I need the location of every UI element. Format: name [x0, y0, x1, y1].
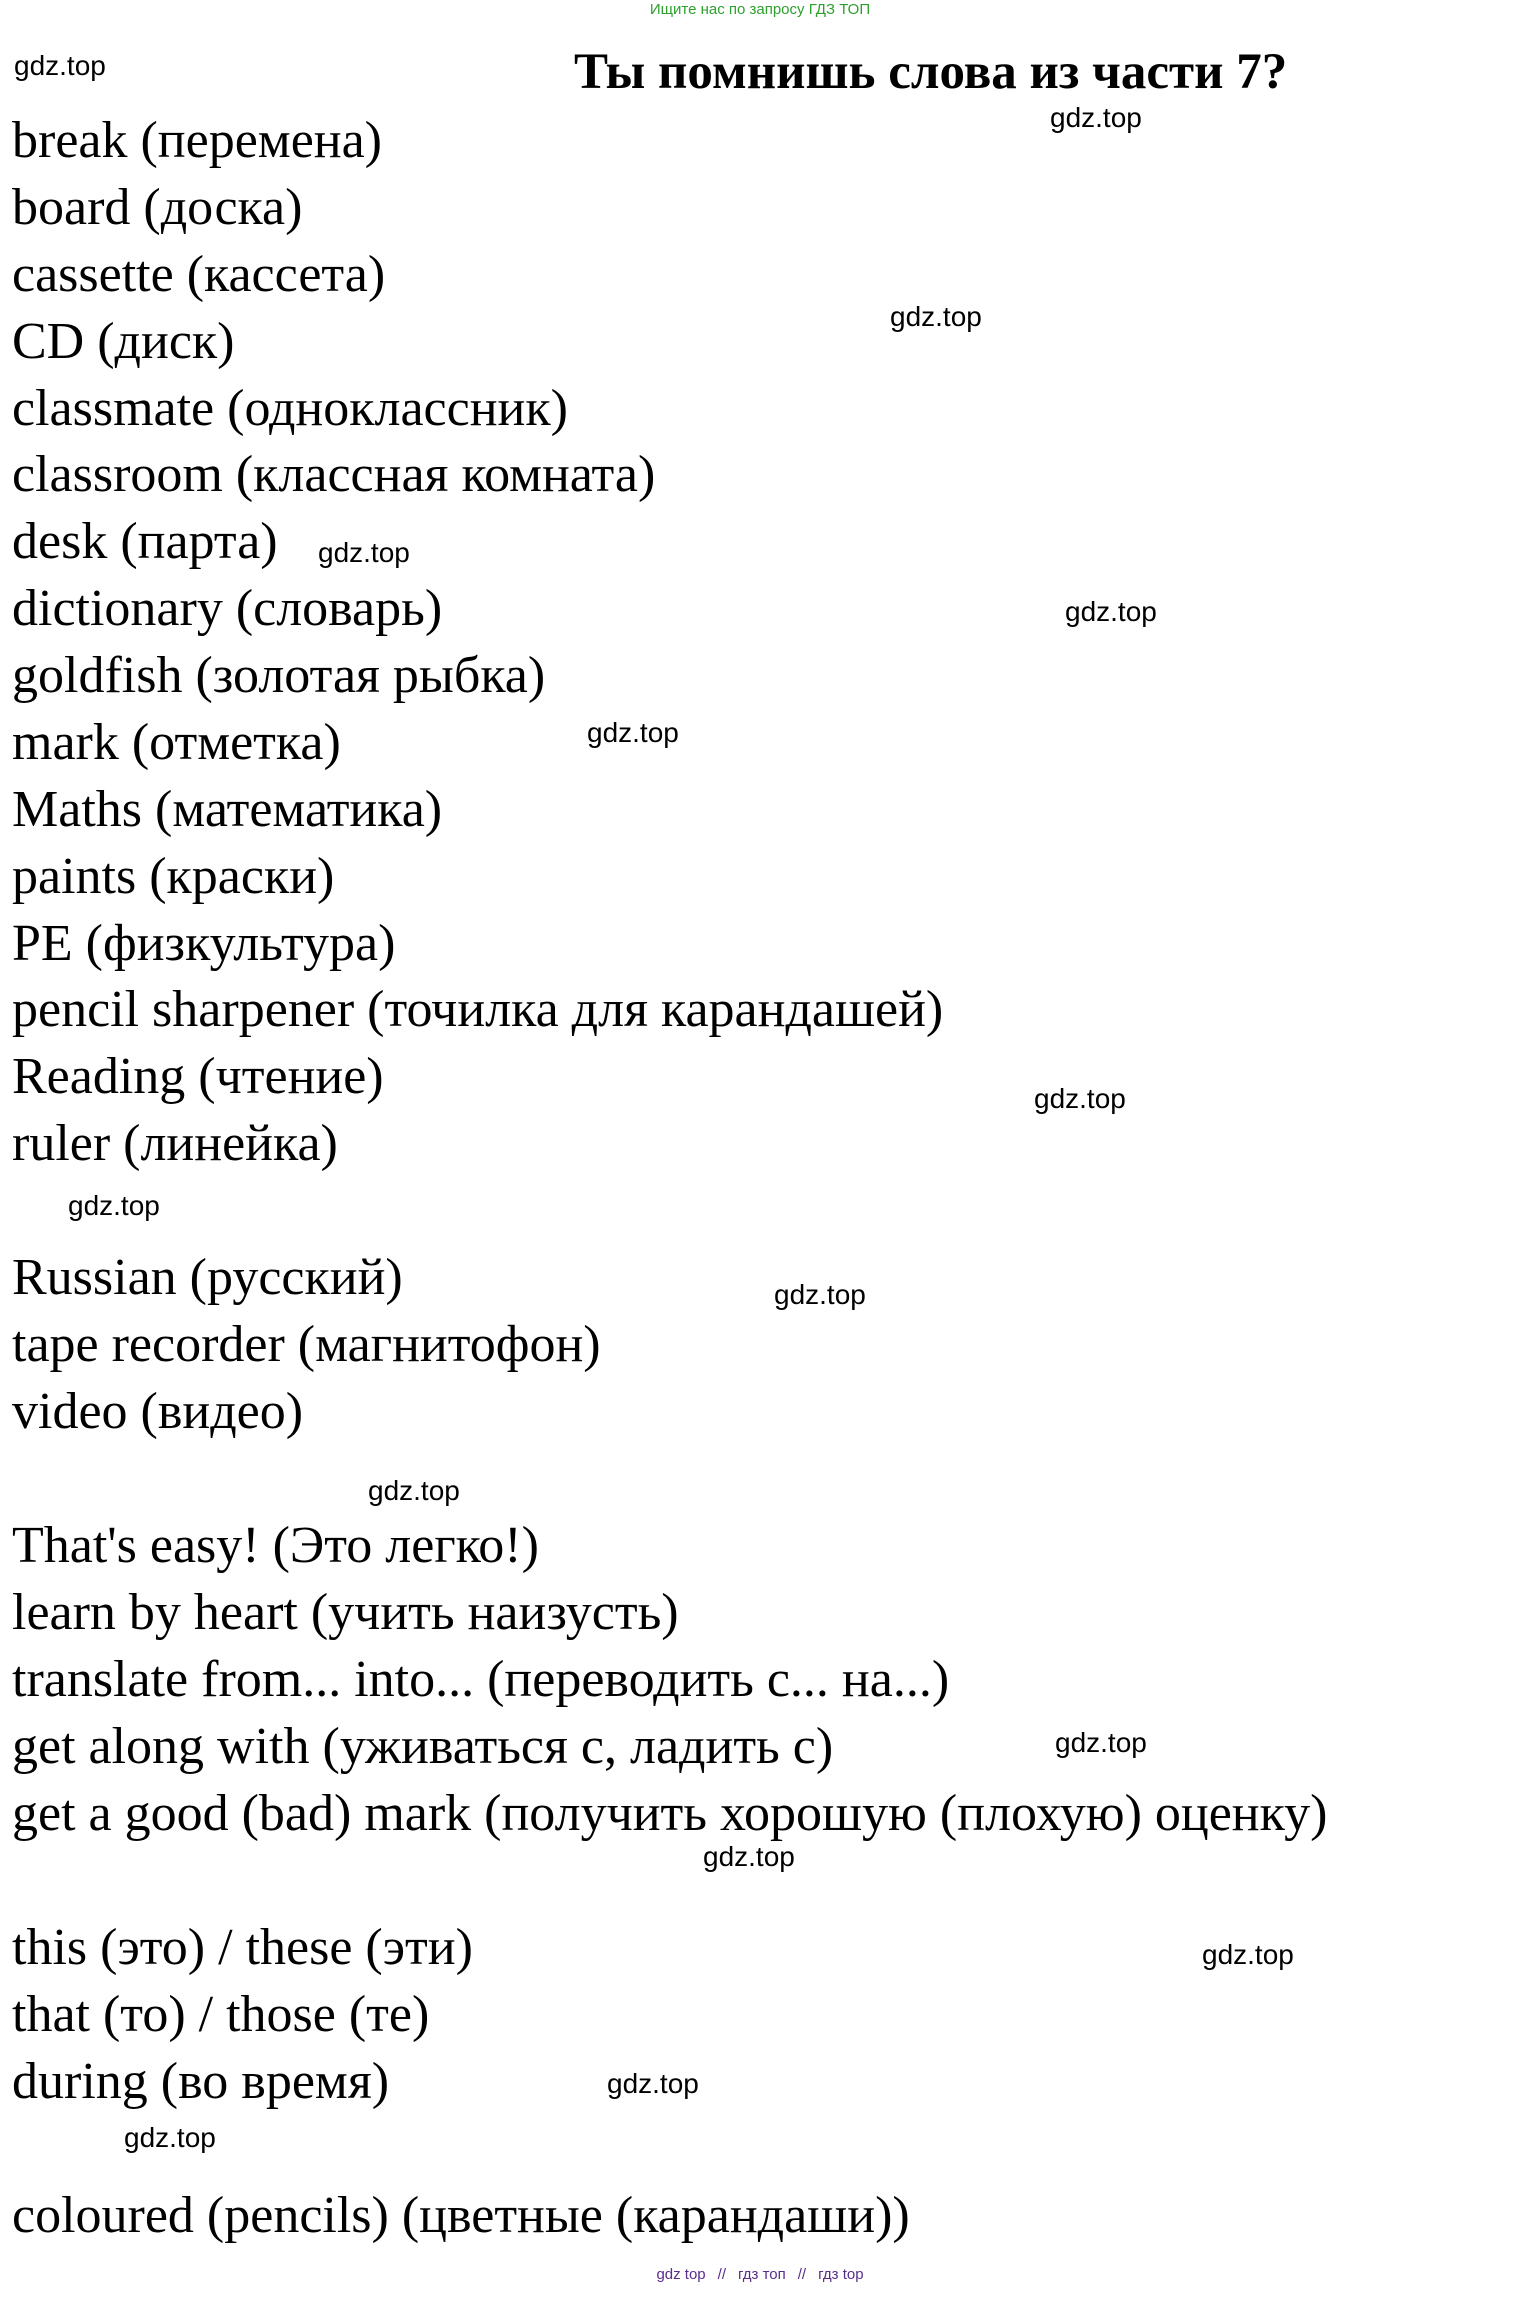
- vocab-item: Reading (чтение): [12, 1048, 384, 1105]
- vocab-item: coloured (pencils) (цветные (карандаши)): [12, 2187, 910, 2244]
- watermark: gdz.top: [124, 2122, 216, 2153]
- vocab-item: classmate (одноклассник): [12, 380, 568, 437]
- vocab-item: this (это) / these (эти): [12, 1919, 473, 1976]
- watermark: gdz.top: [1050, 102, 1142, 133]
- vocab-item: paints (краски): [12, 848, 335, 905]
- vocab-item: translate from... into... (переводить с... на...): [12, 1651, 950, 1708]
- watermark: gdz.top: [68, 1190, 160, 1221]
- page-title: Ты помнишь слова из части 7?: [574, 44, 1288, 100]
- watermark: gdz.top: [368, 1475, 460, 1506]
- vocab-item: during (во время): [12, 2053, 390, 2110]
- watermark: gdz.top: [587, 717, 679, 748]
- vocab-item: that (то) / those (те): [12, 1986, 430, 2043]
- watermark: gdz.top: [890, 301, 982, 332]
- vocab-item: get along with (уживаться с, ладить с): [12, 1718, 834, 1775]
- vocab-item: dictionary (словарь): [12, 580, 443, 637]
- watermark: gdz.top: [703, 1841, 795, 1872]
- vocab-item: desk (парта): [12, 513, 278, 570]
- vocab-item: pencil sharpener (точилка для карандашей): [12, 981, 944, 1038]
- vocab-item: ruler (линейка): [12, 1115, 338, 1172]
- vocab-item: board (доска): [12, 179, 303, 236]
- vocab-item: classroom (классная комната): [12, 446, 656, 503]
- vocab-item: Maths (математика): [12, 781, 443, 838]
- footer-separator: //: [797, 2266, 807, 2283]
- watermark: gdz.top: [1034, 1083, 1126, 1114]
- watermark: gdz.top: [1065, 596, 1157, 627]
- vocab-item: cassette (кассета): [12, 246, 386, 303]
- watermark: gdz.top: [318, 537, 410, 568]
- vocab-item: break (перемена): [12, 112, 382, 169]
- watermark: gdz.top: [607, 2068, 699, 2099]
- vocab-item: video (видео): [12, 1383, 304, 1440]
- vocab-item: mark (отметка): [12, 714, 341, 771]
- vocab-item: Russian (русский): [12, 1249, 403, 1306]
- vocab-item: goldfish (золотая рыбка): [12, 647, 546, 704]
- vocab-item: tape recorder (магнитофон): [12, 1316, 601, 1373]
- footer-link[interactable]: gdz top: [656, 2266, 706, 2283]
- vocab-item: PE (физкультура): [12, 915, 396, 972]
- watermark: gdz.top: [14, 50, 106, 81]
- footer-separator: //: [717, 2266, 726, 2283]
- vocab-item: CD (диск): [12, 313, 235, 370]
- watermark: gdz.top: [1202, 1939, 1294, 1970]
- vocab-item: learn by heart (учить наизусть): [12, 1584, 679, 1641]
- watermark: gdz.top: [1055, 1727, 1147, 1758]
- vocab-item: get a good (bad) mark (получить хорошую (плохую) оценку): [12, 1785, 1328, 1842]
- footer-link[interactable]: гдз топ: [738, 2266, 786, 2283]
- vocab-item: That's easy! (Это легко!): [12, 1517, 539, 1574]
- watermark: gdz.top: [774, 1279, 866, 1310]
- footer-link[interactable]: гдз top: [818, 2266, 864, 2283]
- top-banner: Ищите нас по запросу ГДЗ ТОП: [649, 1, 871, 18]
- footer: [0, 2265, 1520, 2285]
